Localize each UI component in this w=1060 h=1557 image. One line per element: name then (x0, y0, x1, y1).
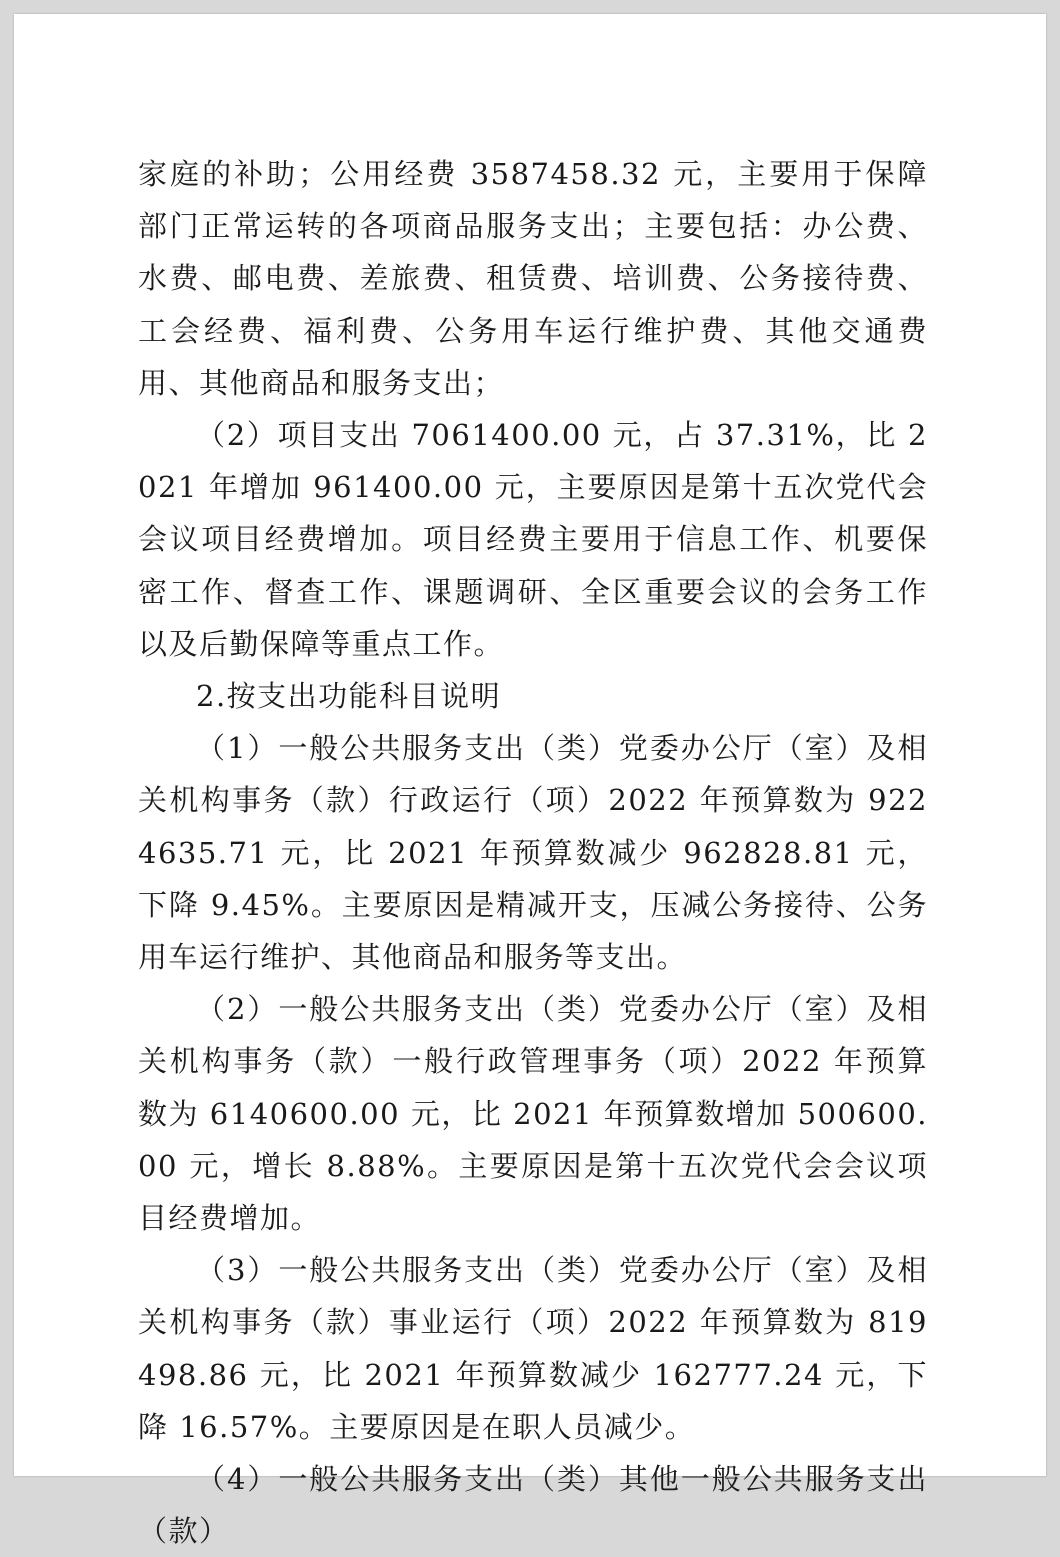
document-page (14, 14, 1046, 1549)
paragraph-4: （2）一般公共服务支出（类）党委办公厅（室）及相关机构事务（款）一般行政管理事务（项）2022 年预算数为 6140600.00 元，比 2021 年预算数增加 500600.00 元，增长 8.88%。主要原因是第十五次党代会会议项目经费增加。 (138, 992, 928, 1236)
paragraph-6: （4）一般公共服务支出（类）其他一般公共服务支出（款） (138, 1462, 928, 1549)
document-body (138, 148, 928, 1557)
paragraph-2: （2）项目支出 7061400.00 元，占 37.31%，比 2021 年增加 961400.00 元，主要原因是第十五次党代会会议项目经费增加。项目经费主要用于信息工作、机要保密工作、督查工作、课题调研、全区重要会议的会务工作以及后勤保障等重点工作。 (138, 418, 928, 661)
paragraph-3: （1）一般公共服务支出（类）党委办公厅（室）及相关机构事务（款）行政运行（项）2022 年预算数为 9224635.71 元，比 2021 年预算数减少 962828.81 元，下降 9.45%。主要原因是精减开支，压减公务接待、公务用车运行维护、其他商品和服务等支出。 (138, 731, 929, 975)
paragraph-5: （3）一般公共服务支出（类）党委办公厅（室）及相关机构事务（款）事业运行（项）2022 年预算数为 819498.86 元，比 2021 年预算数减少 162777.24 元，下降 16.57%。主要原因是在职人员减少。 (138, 1253, 928, 1444)
paragraph-1: 家庭的补助；公用经费 3587458.32 元，主要用于保障部门正常运转的各项商品服务支出；主要包括：办公费、水费、邮电费、差旅费、租赁费、培训费、公务接待费、工会经费、福利费、公务用车运行维护费、其他交通费用、其他商品和服务支出； (138, 157, 928, 400)
section-heading: 2.按支出功能科目说明 (196, 679, 502, 714)
